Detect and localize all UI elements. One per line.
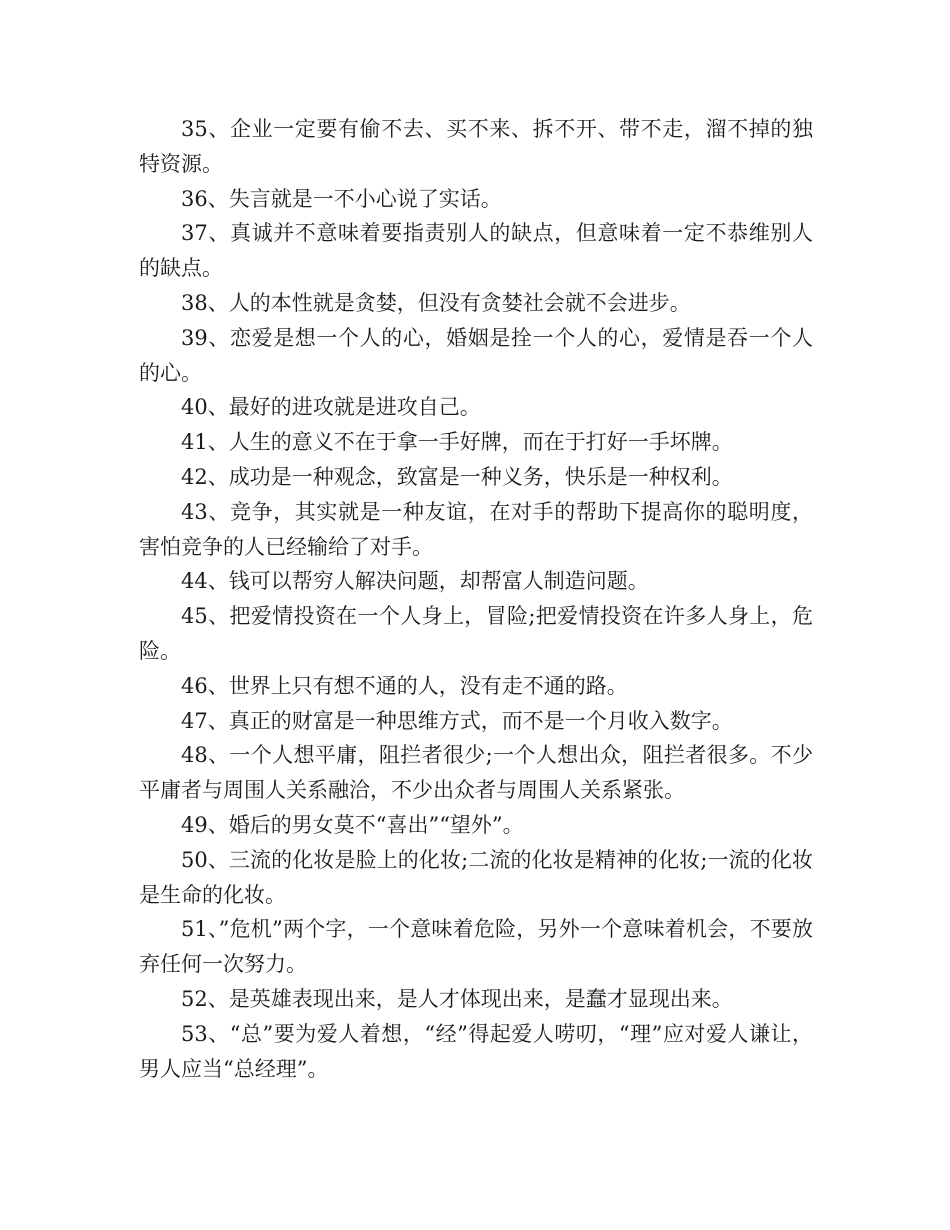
- quote-paragraph-50: 50、三流的化妆是脸上的化妆;二流的化妆是精神的化妆;一流的化妆是生命的化妆。: [139, 847, 813, 907]
- document-body: [139, 112, 813, 1086]
- quote-paragraph-52: 52、是英雄表现出来，是人才体现出来，是蠢才显现出来。: [181, 986, 733, 1011]
- quote-paragraph-35: 35、企业一定要有偷不去、买不来、拆不开、带不走，溜不掉的独特资源。: [139, 117, 813, 176]
- quote-paragraph-46: 46、世界上只有想不通的人，没有走不通的路。: [181, 673, 628, 698]
- quote-paragraph-48: 48、一个人想平庸，阻拦者很少;一个人想出众，阻拦者很多。不少平庸者与周围人关系融洽，不少出众者与周围人关系紧张。: [139, 743, 813, 803]
- quote-paragraph-42: 42、成功是一种观念，致富是一种义务，快乐是一种权利。: [181, 464, 733, 489]
- quote-paragraph-41: 41、人生的意义不在于拿一手好牌，而在于打好一手坏牌。: [181, 430, 733, 455]
- quote-paragraph-36: 36、失言就是一不小心说了实话。: [181, 186, 502, 211]
- quote-paragraph-44: 44、钱可以帮穷人解决问题，却帮富人制造问题。: [181, 569, 649, 594]
- quote-paragraph-38: 38、人的本性就是贪婪，但没有贪婪社会就不会进步。: [181, 290, 691, 315]
- quote-paragraph-51: 51、”危机”两个字，一个意味着危险，另外一个意味着机会，不要放弃任何一次努力。: [139, 917, 813, 977]
- quote-paragraph-39: 39、恋爱是想一个人的心，婚姻是拴一个人的心，爱情是吞一个人的心。: [139, 325, 813, 385]
- quote-paragraph-49: 49、婚后的男女莫不“喜出”“望外”。: [181, 812, 524, 837]
- quote-paragraph-37: 37、真诚并不意味着要指责别人的缺点，但意味着一定不恭维别人的缺点。: [139, 221, 813, 281]
- quote-paragraph-45: 45、把爱情投资在一个人身上，冒险;把爱情投资在许多人身上，危险。: [139, 604, 813, 663]
- quote-paragraph-40: 40、最好的进攻就是进攻自己。: [181, 395, 481, 420]
- quote-paragraph-47: 47、真正的财富是一种思维方式，而不是一个月收入数字。: [181, 708, 733, 733]
- quote-paragraph-53: 53、“总”要为爱人着想，“经”得起爱人唠叨，“理”应对爱人谦让，男人应当“总经理”。: [139, 1021, 813, 1081]
- quote-paragraph-43: 43、竞争，其实就是一种友谊，在对手的帮助下提高你的聪明度，害怕竞争的人已经输给了对手。: [139, 499, 813, 559]
